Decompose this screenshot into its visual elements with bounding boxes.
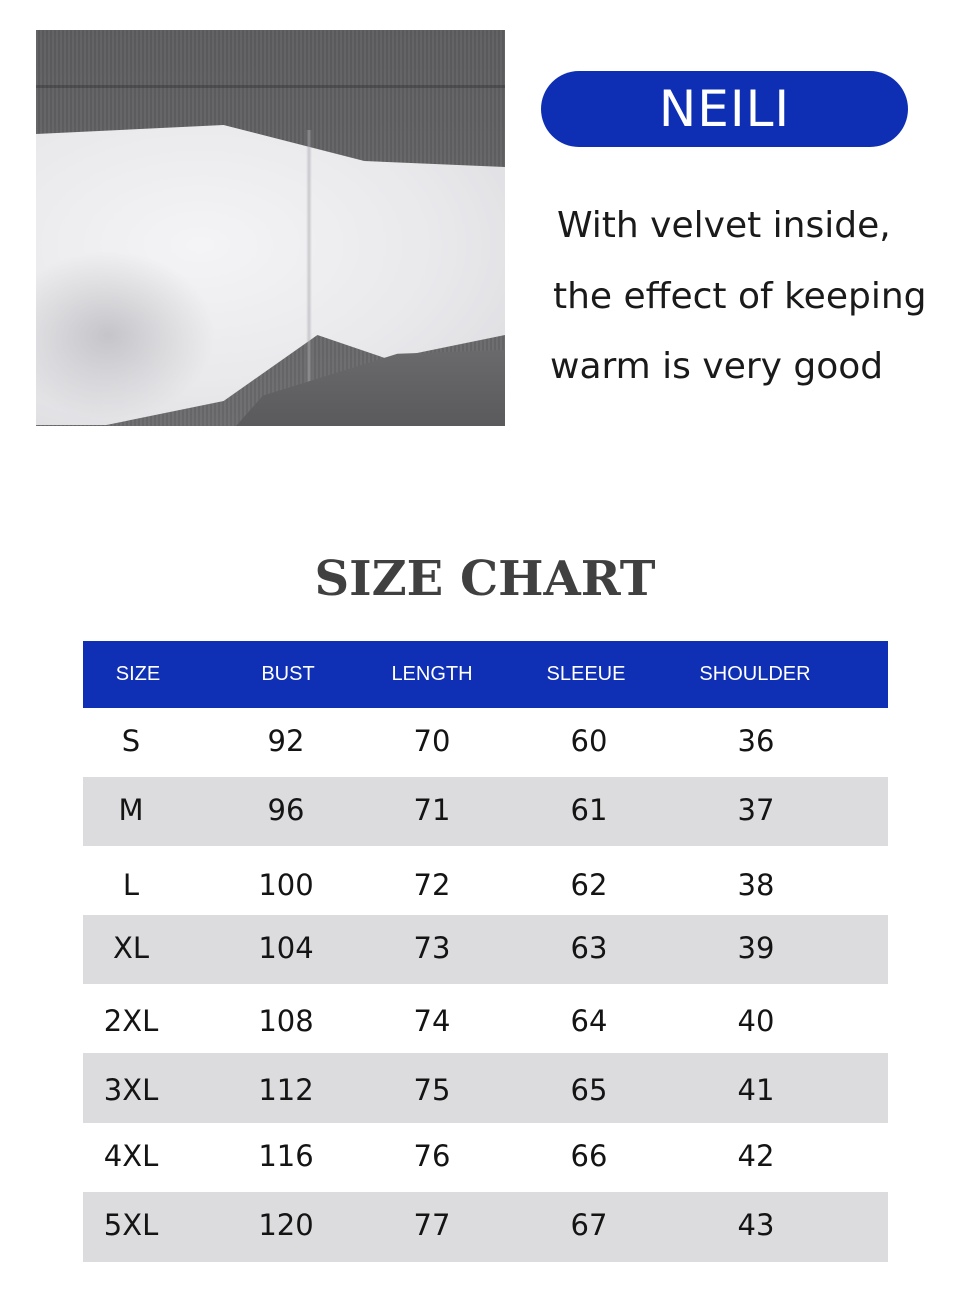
cell-shoulder: 36: [737, 724, 775, 758]
header-sleeve: SLEEUE: [546, 663, 626, 685]
table-row: [83, 846, 888, 915]
photo-seam: [36, 85, 505, 88]
header-size: SIZE: [115, 663, 161, 685]
cell-length: 70: [413, 724, 451, 758]
brand-badge: NEILI: [541, 71, 908, 147]
table-row: [83, 1053, 888, 1123]
size-chart-body: [83, 708, 888, 1262]
size-chart-title: SIZE CHART: [314, 551, 656, 607]
photo-fold: [306, 130, 312, 400]
cell-shoulder: 37: [737, 793, 775, 827]
fleece-lining-photo: [36, 30, 505, 426]
table-row: [83, 1192, 888, 1262]
cell-shoulder: 43: [737, 1208, 775, 1242]
size-chart-header: [83, 641, 888, 708]
cell-length: 71: [413, 793, 451, 827]
cell-length: 73: [413, 931, 451, 965]
cell-shoulder: 41: [737, 1073, 775, 1107]
cell-sleeve: 66: [570, 1139, 608, 1173]
cell-bust: 112: [258, 1073, 314, 1107]
tagline-line-3: warm is very good: [550, 346, 884, 387]
cell-sleeve: 63: [570, 931, 608, 965]
cell-size: 2XL: [103, 1004, 159, 1038]
cell-size: 5XL: [103, 1208, 159, 1242]
cell-size: XL: [112, 931, 150, 965]
size-chart-table: [83, 641, 888, 1262]
cell-sleeve: 62: [570, 868, 608, 902]
cell-sleeve: 60: [570, 724, 608, 758]
cell-size: M: [118, 793, 144, 827]
cell-sleeve: 64: [570, 1004, 608, 1038]
table-row: [83, 1123, 888, 1192]
cell-size: S: [121, 724, 141, 758]
tagline-line-2: the effect of keeping: [553, 276, 927, 317]
table-row: [83, 915, 888, 984]
cell-sleeve: 65: [570, 1073, 608, 1107]
photo-shadow: [36, 250, 216, 420]
cell-shoulder: 38: [737, 868, 775, 902]
cell-length: 72: [413, 868, 451, 902]
cell-sleeve: 61: [570, 793, 608, 827]
cell-bust: 104: [258, 931, 314, 965]
cell-length: 74: [413, 1004, 451, 1038]
cell-bust: 96: [267, 793, 305, 827]
cell-shoulder: 42: [737, 1139, 775, 1173]
cell-size: L: [122, 868, 140, 902]
cell-size: 4XL: [103, 1139, 159, 1173]
cell-length: 76: [413, 1139, 451, 1173]
cell-bust: 116: [258, 1139, 314, 1173]
cell-bust: 120: [258, 1208, 314, 1242]
cell-length: 77: [413, 1208, 451, 1242]
cell-bust: 92: [267, 724, 305, 758]
cell-size: 3XL: [103, 1073, 159, 1107]
cell-shoulder: 40: [737, 1004, 775, 1038]
cell-shoulder: 39: [737, 931, 775, 965]
header-length: LENGTH: [391, 663, 473, 685]
header-shoulder: SHOULDER: [699, 663, 811, 685]
tagline-line-1: With velvet inside,: [557, 205, 891, 246]
table-row: [83, 984, 888, 1053]
cell-length: 75: [413, 1073, 451, 1107]
table-row: [83, 777, 888, 846]
table-row: [83, 708, 888, 777]
cell-bust: 108: [258, 1004, 314, 1038]
header-bust: BUST: [261, 663, 315, 685]
cell-bust: 100: [258, 868, 314, 902]
cell-sleeve: 67: [570, 1208, 608, 1242]
